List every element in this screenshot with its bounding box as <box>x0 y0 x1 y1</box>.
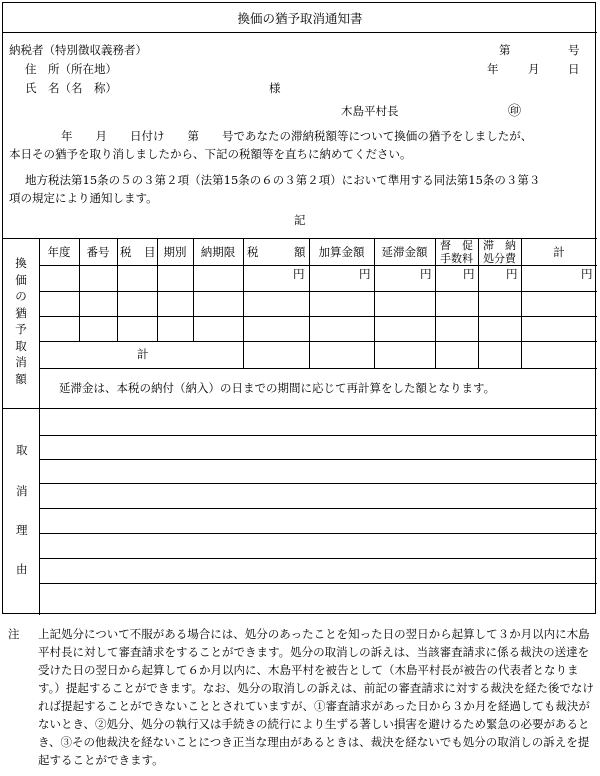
date-month: 月 <box>528 62 540 76</box>
col-rule-2 <box>117 238 118 341</box>
header-kasan: 加算金額 <box>318 245 365 259</box>
name-label: 氏 名（名 称） <box>25 81 117 95</box>
header-bango: 番号 <box>86 245 110 259</box>
document-title: 換価の猶予取消通知書 <box>237 11 363 26</box>
date-day: 日 <box>568 62 580 76</box>
header-tokusoku-1: 督 促 <box>440 239 473 252</box>
reason-side-char-3: 理 <box>16 523 28 537</box>
taxpayer-label: 納税者（特別徴収義務者） <box>9 43 147 57</box>
delinquency-note: 延滞金は、本税の納付（納入）の日までの期間に応じて再計算をした額となります。 <box>59 381 496 395</box>
amount-side-label <box>11 255 31 387</box>
reason-rule-5 <box>39 533 597 534</box>
reason-side-char-2: 消 <box>16 484 28 498</box>
total-rule <box>39 368 597 369</box>
header-taino-2: 処分費 <box>483 252 516 265</box>
title-divider <box>3 32 597 33</box>
header-zeigaku-2: 額 <box>294 245 306 259</box>
issuer-mayor: 木島平村長 <box>341 104 399 118</box>
body-line-2: 本日その猶予を取り消しましたから、下記の税額等を直ちに納めてください。 <box>9 147 412 161</box>
row-rule-2 <box>39 316 597 317</box>
honorific: 様 <box>269 81 281 95</box>
reason-side-char-1: 取 <box>16 443 28 457</box>
yen-entai: 円 <box>420 267 432 281</box>
law-line-1: 地方税法第15条の５の３第２項（法第15条の６の３第２項）において準用する同法第15条の３第３ <box>25 173 541 187</box>
header-entai: 延滞金額 <box>381 245 428 259</box>
law-line-2: 項の規定により通知します。 <box>9 191 158 205</box>
reason-rule-3 <box>39 483 597 484</box>
side-char: 取 <box>15 338 27 353</box>
reason-rule-7 <box>39 583 597 584</box>
header-nendo: 年度 <box>47 245 71 259</box>
side-char: 価 <box>15 272 27 287</box>
address-label: 住 所（所在地） <box>25 62 117 76</box>
header-taino-1: 滞 納 <box>483 239 516 252</box>
yen-zeigaku: 円 <box>293 267 305 281</box>
header-kibetsu: 期別 <box>163 245 187 259</box>
yen-tokusoku: 円 <box>463 267 475 281</box>
side-char: の <box>15 289 27 303</box>
footnote-text: 上記処分について不服がある場合には、処分のあったことを知った日の翌日から起算して３か月以内に木島平村長に対して審査請求をすることができます。処分の取消しの訴えは、当該審査請求に係る裁決の送達を受けた日の翌日から起算して６か月以内に、木島平村を被告として（木島平村長が被告の代表者となります。）提起することができます。なお、処分の取消しの訴えは、前記の審査請求に対する裁決を経た後でなければ提起することができないこととされていますが、①審査請求があった日から３か月を経過しても裁決がないとき、②処分、処分の執行又は手続きの続行により生ずる著しい損害を避けるため緊急の必要があるとき、③その他裁決を経ないことにつき正当な理由があるときは、裁決を経ないでも処分の取消しの訴えを提起することができます。 <box>38 627 594 767</box>
yen-kei: 円 <box>581 267 593 281</box>
row-rule-1 <box>39 291 597 292</box>
header-nokigen: 納期限 <box>200 245 236 259</box>
body-line-1: 年 月 日付け 第 号であなたの滞納税額等について換価の猶予をしましたが、 <box>61 129 533 143</box>
header-moku: 目 <box>144 245 156 259</box>
col-rule-5 <box>243 238 244 368</box>
header-bottom-rule <box>39 265 597 266</box>
side-char: 消 <box>15 355 27 369</box>
official-seal: ㊞ <box>508 104 522 119</box>
reason-rule-4 <box>39 508 597 509</box>
ki-heading: 記 <box>294 213 306 227</box>
side-char: 額 <box>15 371 27 386</box>
total-label: 計 <box>137 347 149 361</box>
header-kei: 計 <box>553 245 565 259</box>
header-zei: 税 <box>120 245 132 259</box>
notice-frame <box>2 2 596 614</box>
yen-taino: 円 <box>506 267 518 281</box>
section-divider <box>3 408 597 409</box>
reason-rule-6 <box>39 558 597 559</box>
header-zeigaku-1: 税 <box>247 245 259 259</box>
side-char: 換 <box>15 256 27 270</box>
reason-rule-2 <box>39 459 597 460</box>
reason-rule-1 <box>39 435 597 436</box>
row-rule-3 <box>39 341 597 342</box>
yen-kasan: 円 <box>359 267 371 281</box>
date-year: 年 <box>487 62 499 76</box>
number-go: 号 <box>568 43 580 57</box>
header-tokusoku-2: 手数料 <box>440 252 473 265</box>
number-dai: 第 <box>499 43 511 57</box>
side-char: 猶 <box>15 305 27 320</box>
reason-side-char-4: 由 <box>16 562 28 576</box>
footnote-label: 注 <box>8 627 20 641</box>
side-char: 予 <box>15 322 27 336</box>
